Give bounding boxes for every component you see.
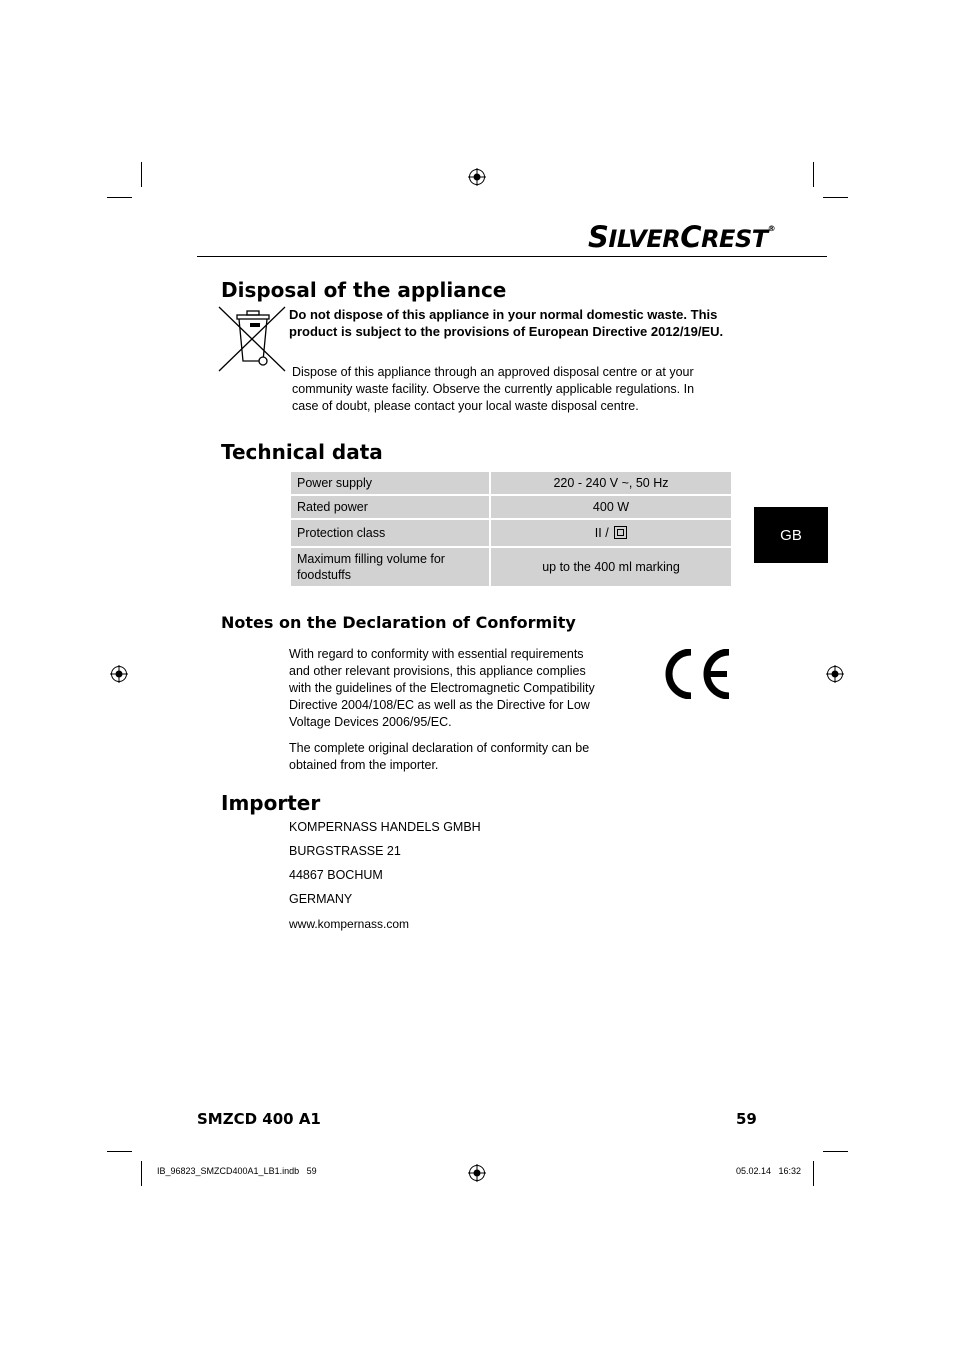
model-number: SMZCD 400 A1 — [197, 1110, 321, 1128]
table-cell-value: 220 - 240 V ~, 50 Hz — [490, 471, 732, 495]
importer-city: 44867 BOCHUM — [289, 868, 383, 882]
crop-mark — [107, 197, 132, 198]
conformity-title: Notes on the Declaration of Conformity — [221, 613, 576, 632]
table-cell-value: up to the 400 ml marking — [490, 547, 732, 587]
registration-mark-icon — [110, 665, 128, 683]
crop-mark — [107, 1151, 132, 1152]
header-rule — [197, 256, 827, 257]
conformity-para-2: The complete original declaration of conformity can be obtained from the importer. — [289, 741, 590, 772]
importer-website: www.kompernass.com — [289, 917, 410, 931]
conformity-para-1: With regard to conformity with essential requirements and other relevant provisions, this appliance complies with the guidelines of the Electromagnetic Compatibility Directive 2004/108/EC as well as the Directive for Low Voltage Devices 2006/95/EC. — [289, 647, 595, 729]
importer-title: Importer — [221, 791, 321, 815]
table-row — [290, 495, 732, 519]
crop-mark — [813, 162, 814, 187]
crop-mark — [823, 1151, 848, 1152]
crossed-out-bin-icon — [217, 305, 287, 373]
importer-company: KOMPERNASS HANDELS GMBH — [289, 820, 481, 834]
table-cell-label: Power supply — [290, 471, 490, 495]
disposal-title: Disposal of the appliance — [221, 278, 507, 302]
disposal-warning: Do not dispose of this appliance in your normal domestic waste. This product is subject to the provisions of European Directive 2012/19/EU. — [289, 307, 724, 339]
table-cell-value: II / — [490, 519, 732, 547]
language-tab: GB — [754, 507, 828, 563]
brand-logo: SILVERCREST® — [588, 220, 776, 254]
protection-class-ii-icon — [614, 526, 627, 539]
crop-mark — [141, 1161, 142, 1186]
table-cell-label: Maximum filling volume for foodstuffs — [290, 547, 490, 587]
registration-mark-icon — [468, 1164, 486, 1182]
table-row — [290, 519, 732, 547]
table-row — [290, 547, 732, 587]
technical-table — [290, 471, 732, 587]
page-number: 59 — [736, 1110, 757, 1128]
technical-title: Technical data — [221, 440, 383, 464]
table-row — [290, 471, 732, 495]
ce-mark-icon — [657, 649, 733, 699]
slug-file-info: IB_96823_SMZCD400A1_LB1.indb 59 — [157, 1166, 317, 1176]
table-cell-label: Rated power — [290, 495, 490, 519]
slug-timestamp: 05.02.14 16:32 — [736, 1166, 802, 1176]
importer-street: BURGSTRASSE 21 — [289, 844, 401, 858]
crop-mark — [141, 162, 142, 187]
table-cell-value: 400 W — [490, 495, 732, 519]
registration-mark-icon — [468, 168, 486, 186]
registration-mark-icon — [826, 665, 844, 683]
crop-mark — [813, 1161, 814, 1186]
disposal-body: Dispose of this appliance through an approved disposal centre or at your community waste facility. Observe the currently applicable regulations. In case of doubt, please contact your local waste disposal centre. — [292, 365, 695, 413]
importer-country: GERMANY — [289, 892, 353, 906]
crop-mark — [823, 197, 848, 198]
table-cell-label: Protection class — [290, 519, 490, 547]
